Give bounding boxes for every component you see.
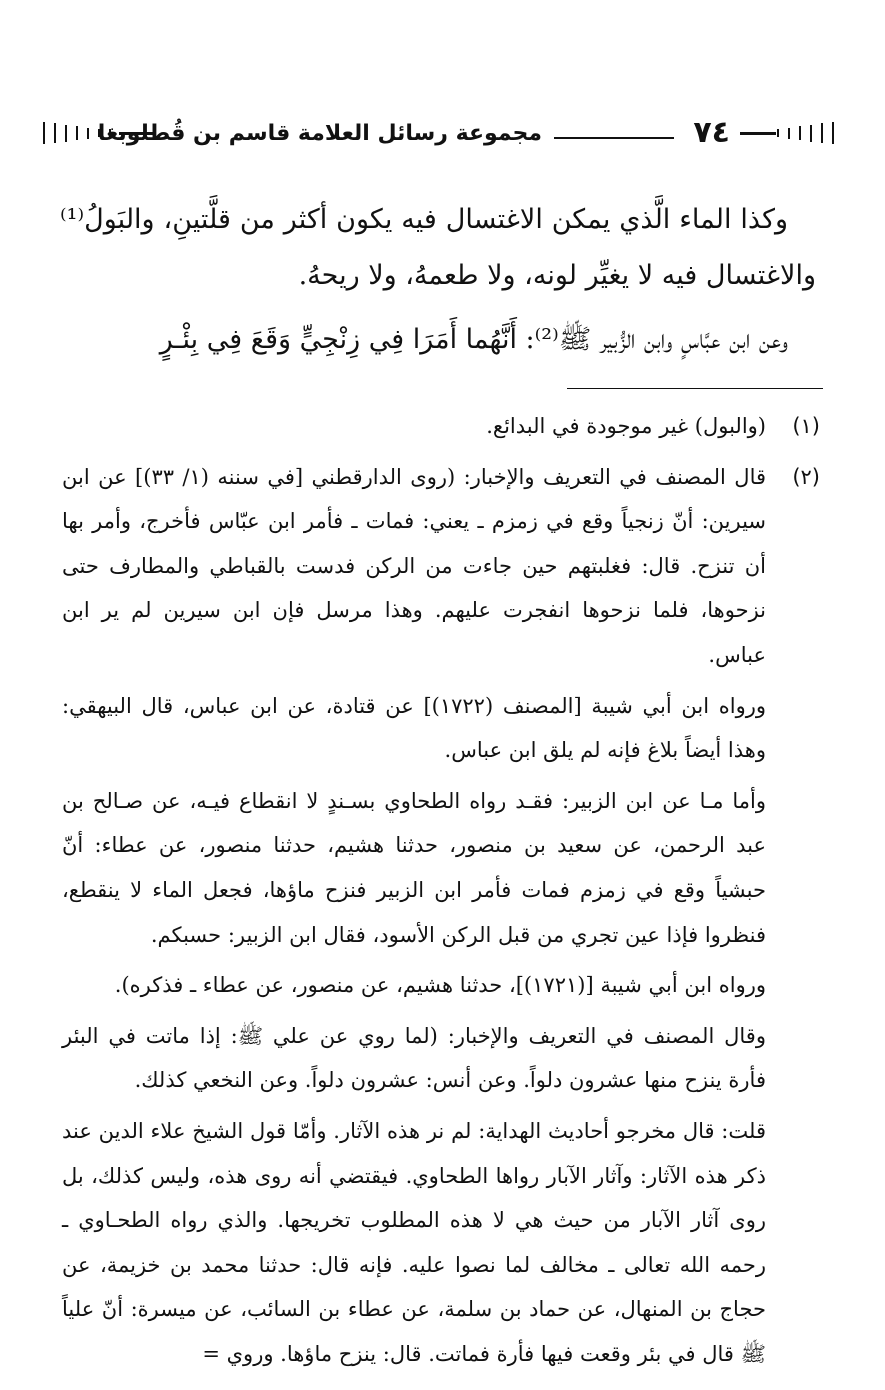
footnote-paragraph: وقال المصنف في التعريف والإخبار: (لما روي عن علي ﷺ: إذا ماتت في البئر فأرة ينزح منها عشرون دلواً. وعن أنس: عشرون دلواً. وعن النخعي كذلك. — [62, 1023, 766, 1093]
footnote-paragraph: قلت: قال مخرجو أحاديث الهداية: لم نر هذه الآثار. وأمّا قول الشيخ علاء الدين عند ذكر هذه الآثار: وآثار الآبار رواها الطحاوي. فيقتضي أنه روى هذه، وليس كذلك، بل روى آثار الآبار من حيث هي لا هذه المطلوب تخريجها. والذي رواه الطحـاوي ـ رحمه الله تعالى ـ مخالف لما نصوا عليه. فإنه قال: حدثنا محمد بن خزيمة، عن حجاج بن المنهال، عن حماد بن سلمة، عن عطاء بن السائب، عن ميسرة: أنّ علياً ﷺ قال في بئر وقعت فيها فأرة فماتت. قال: ينزح ماؤها. وروي = — [62, 1118, 766, 1366]
main-paragraph: وكذا الماء الَّذي يمكن الاغتسال فيه يكون أكثر من قلَّتينِ، والبَولُ⁽¹⁾ والاغتسال فيه لا يغيِّر لونه، ولا طعمهُ، ولا ريحهُ. — [60, 204, 816, 291]
footnote-paragraph: ورواه ابن أبي شيبة [المصنف (١٧٢٢)] عن قتادة، عن ابن عباس، قال البيهقي: وهذا أيضاً بلاغ فإنه لم يلق ابن عباس. — [62, 693, 766, 763]
header-ornament-right — [740, 122, 842, 144]
footnote-paragraph: وأما مـا عن ابن الزبير: فقـد رواه الطحاوي بسـندٍ لا انقطاع فيـه، عن صـالح بن عبد الرحمن، عن سعيد بن منصور، حدثنا هشيم، حدثنا منصور، عن عطاء: أنّ حبشياً وقع في زمزم فمات فأمر ابن الزبير فنزح ماؤها، فجعل الماء لا ينقطع، فنظروا فإذا عين تجري من قبل الركن الأسود، فقال ابن الزبير: حسبكم. — [62, 788, 766, 947]
header-ornament-left — [42, 122, 155, 144]
footnote-number: (١) — [792, 414, 820, 438]
main-paragraph: وعن ابن عبَّاسٍ وابن الزُّبير ﷺ⁽²⁾: أَنَّهُما أَمَرَا فِي زِنْجِيٍّ وَقَعَ فِي بِئْـرٍ — [159, 324, 788, 355]
main-text — [60, 192, 816, 376]
book-title: مجموعة رسائل العلامة قاسم بن قُطلوبغا — [97, 121, 542, 146]
header-rule — [554, 137, 674, 139]
footnote-1 — [62, 404, 820, 449]
footnote-paragraph: ورواه ابن أبي شيبة [(١٧٢١)]، حدثنا هشيم، عن منصور، عن عطاء ـ فذكره). — [114, 973, 766, 998]
footnotes — [62, 404, 820, 1382]
running-header — [42, 112, 842, 156]
footnote-paragraph: (والبول) غير موجودة في البدائع. — [486, 414, 766, 438]
page-number: ٧٤ — [693, 115, 730, 150]
footnote-separator — [567, 388, 823, 389]
footnote-number: (٢) — [792, 464, 820, 489]
footnote-paragraph: قال المصنف في التعريف والإخبار: (روى الدارقطني [في سننه (١/ ٣٣)] عن ابن سيرين: أنّ زنجياً وقع في زمزم ـ يعني: فمات ـ فأمر ابن عبّاس فأخرج، وأمر بها أن تنزح. قال: فغلبتهم حين جاءت من الركن فدست بالقباطي والمطارف حتى نزحوها، فلما نزحوها انفجرت عليهم. وهذا مرسل فإن ابن سيرين لم ير ابن عباس. — [62, 464, 767, 667]
footnote-2 — [62, 455, 820, 1377]
